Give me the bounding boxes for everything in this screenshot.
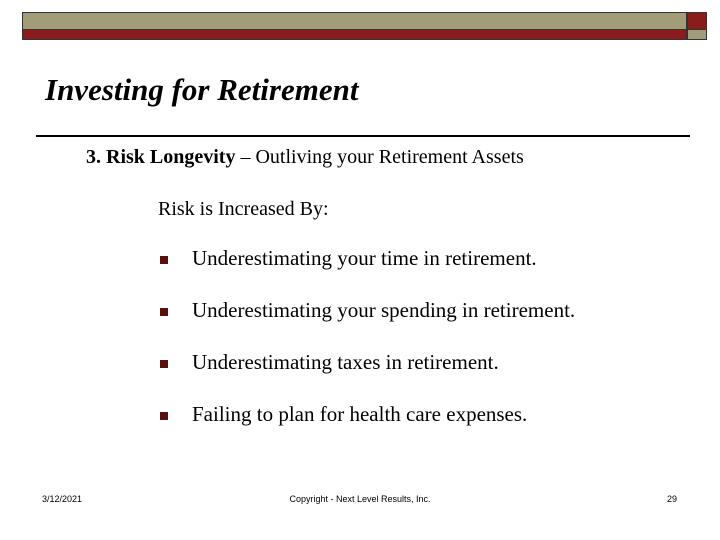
bullet-item [160,246,575,298]
bullet-item [160,350,575,402]
square-bullet-icon [160,360,168,368]
bullet-text: Underestimating your spending in retirement. [192,298,576,322]
intro-text: Risk is Increased By: [158,198,329,220]
section-topic: Risk Longevity [106,146,236,168]
bullet-text: Failing to plan for health care expenses. [192,402,528,426]
bullet-list [160,246,575,454]
square-bullet-icon [160,256,168,264]
slide-title: Investing for Retirement [45,72,359,107]
footer-page-number: 29 [666,494,677,504]
header-decor-bar-red [22,30,687,40]
bullet-item [160,298,575,350]
footer-copyright: Copyright - Next Level Results, Inc. [289,494,431,504]
footer-date: 3/12/2021 [42,494,83,504]
header-decor-square-red [687,12,707,30]
bullet-text: Underestimating taxes in retirement. [192,350,499,374]
bullet-text: Underestimating your time in retirement. [192,246,537,270]
header-decor-bar-olive [22,12,687,30]
section-number: 3. [86,146,101,168]
header-decor-square-olive [687,30,707,40]
square-bullet-icon [160,308,168,316]
section-heading [86,146,524,169]
title-divider [36,135,690,137]
bullet-item [160,402,575,454]
square-bullet-icon [160,412,168,420]
section-subtitle: – Outliving your Retirement Assets [235,146,524,168]
